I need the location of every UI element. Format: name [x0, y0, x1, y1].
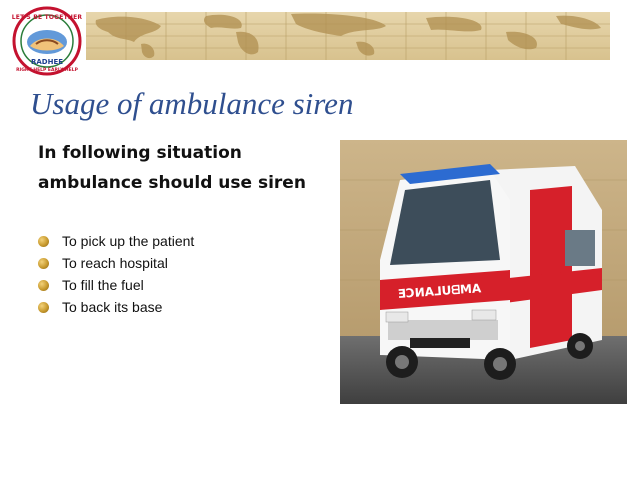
list-item: [38, 296, 194, 318]
logo-name: RADHEE: [30, 58, 64, 66]
radhee-logo: [8, 6, 86, 76]
bullet-icon: [38, 258, 49, 269]
svg-text:ƎƆИA⅃UᗺMA: ƎƆИA⅃UᗺMA: [397, 281, 482, 301]
ambulance-icon: [340, 140, 627, 404]
list-item: [38, 230, 194, 252]
bullet-text: To back its base: [62, 299, 163, 315]
logo-tagline: RIGHT HELP EARLY HELP: [16, 68, 78, 73]
bullet-icon: [38, 280, 49, 291]
intro-text: In following situation ambulance should use siren: [38, 143, 306, 193]
world-map-banner: [86, 12, 610, 60]
bullet-text: To fill the fuel: [62, 277, 144, 293]
list-item: [38, 252, 194, 274]
list-item: [38, 274, 194, 296]
bullet-list: [38, 230, 194, 318]
bullet-icon: [38, 302, 49, 313]
bullet-text: To reach hospital: [62, 255, 168, 271]
ambulance-photo: [340, 140, 627, 404]
bullet-icon: [38, 236, 49, 247]
bullet-text: To pick up the patient: [62, 233, 195, 249]
slide-title: Usage of ambulance siren: [30, 86, 354, 121]
logo-top-text: LET'S BE TOGETHER: [11, 14, 83, 21]
